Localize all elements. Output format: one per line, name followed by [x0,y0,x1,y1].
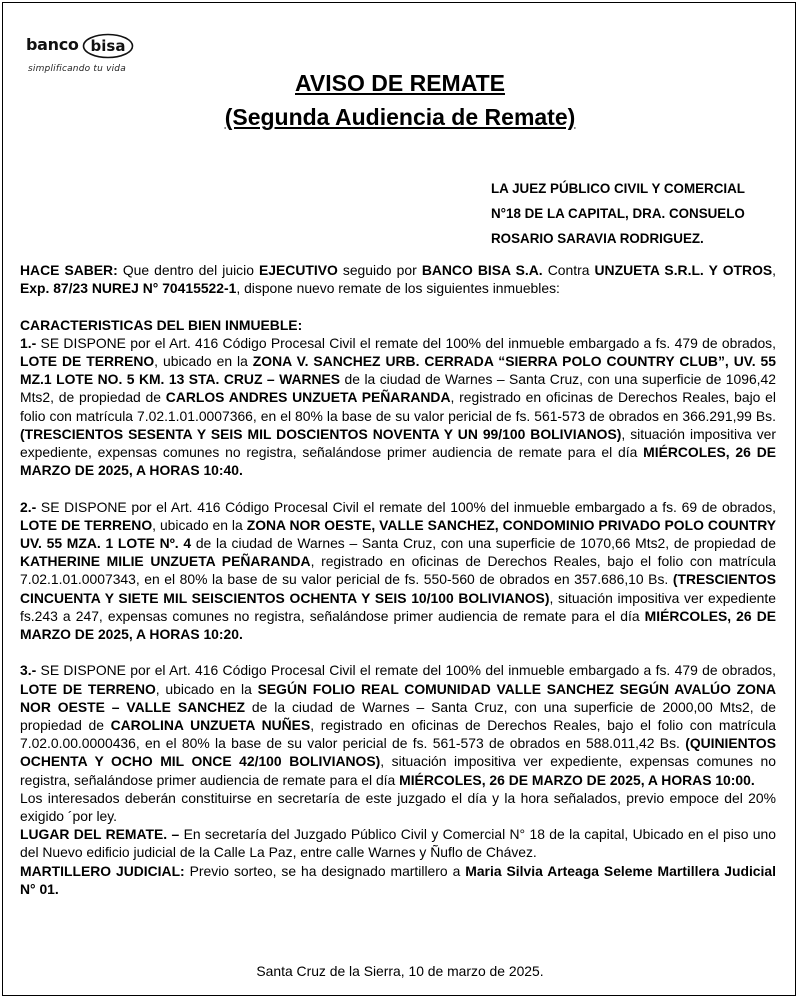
bold-text-run: LOTE DE TERRENO [20,516,153,533]
auctioneer-paragraph [20,862,776,898]
text-run: Contra [542,262,595,278]
text-run: , ubicado en la [152,516,247,533]
bold-text-run: (TRESCIENTOS SESENTA Y SEIS MIL DOSCIENTOS NOVENTA Y UN 99/100 BOLIVIANOS) [20,425,622,442]
bold-text-run: 3.- [20,662,37,679]
logo-brand-text: banco [26,35,79,54]
bold-text-run: MARTILLERO JUDICIAL: [20,862,185,879]
property-item-2 [20,498,776,644]
bold-text-run: CARLOS ANDRES UNZUETA PEÑARANDA [165,389,451,406]
bold-text-run: LUGAR DEL REMATE. – [20,826,180,843]
bold-text-run: Exp. 87/23 NUREJ N° 70415522-1 [20,280,237,297]
text-run: SE DISPONE por el Art. 416 Código Procesal Civil el remate del 100% del inmueble embargado a fs. 479 de obrados, [36,662,776,679]
bold-text-run: LOTE DE TERRENO [20,353,155,369]
intro-paragraph [20,261,776,297]
text-run: , registrado en oficinas de Derechos Reales, bajo el folio con matrícula 7.02.1.01.0007366, en el 80% la base de su valor pericial de fs. 561-573 de obrados en 366.291,99 Bs. [20,389,776,424]
text-run: Que dentro del juicio [117,262,260,278]
bold-text-run: ZONA NOR OESTE, VALLE SANCHEZ, CONDOMINIO PRIVADO POLO COUNTRY UV. 55 MZA. 1 LOTE Nº. 4 [20,516,777,552]
interested-paragraph [20,789,776,825]
auction-place-paragraph [20,825,776,861]
bold-text-run: LOTE DE TERRENO [20,680,156,697]
bold-text-run: MIÉRCOLES, 26 DE MARZO DE 2025, A HORAS 10:00. [399,771,755,788]
text-run: , ubicado en la [154,353,253,369]
text-run: , ubicado en la [155,680,258,697]
bisa-logo-icon [82,33,134,59]
text-run: , registrado en oficinas de Derechos Reales, bajo el folio con matrícula 7.02.1.01.0007343, en el 80% la base de su valor pericial de fs. 550-560 de obrados en 357.686,10 Bs. [20,553,776,588]
text-run: , situación impositiva ver expediente, expensas comunes no registra, señalándose primer audiencia de remate para el día [20,753,776,788]
bold-text-run: KATHERINE MILIE UNZUETA PEÑARANDA [20,553,311,570]
bold-text-run: Maria Silvia Arteaga Seleme Martillera Judicial N° 01. [20,862,776,897]
notice-body [20,261,776,898]
date-place-footer: Santa Cruz de la Sierra, 10 de marzo de 2025. [256,963,544,979]
bold-text-run: UNZUETA S.R.L. Y OTROS [594,262,773,278]
text-run: SE DISPONE por el Art. 416 Código Procesal Civil el remate del 100% del inmueble embargado a fs. 69 de obrados, [36,498,776,515]
section-heading: CARACTERISTICAS DEL BIEN INMUEBLE: [20,316,303,333]
property-item-3 [20,661,776,788]
bold-text-run: EJECUTIVO [259,262,338,278]
bold-text-run: 1.- [20,334,37,351]
text-run: seguido por [337,262,422,278]
property-item-1 [20,334,776,480]
notice-subtitle: (Segunda Audiencia de Remate) [224,104,576,130]
judge-line: LA JUEZ PÚBLICO CIVIL Y COMERCIAL [491,181,745,196]
bold-text-run: SEGÚN FOLIO REAL COMUNIDAD VALLE SANCHEZ SEGÚN AVALÚO ZONA NOR OESTE – VALLE SANCHEZ [20,680,777,715]
bold-text-run: MIÉRCOLES, 26 DE MARZO DE 2025, A HORAS 10:20. [20,607,777,643]
logo-name-text: bisa [90,37,126,55]
bold-text-run: BANCO BISA S.A. [421,262,543,278]
text-run: de la ciudad de Warnes – Santa Cruz, con una superficie de 2000,00 Mts2, de propiedad de [20,698,776,734]
judge-line: N°18 DE LA CAPITAL, DRA. CONSUELO [491,206,745,221]
text-run: SE DISPONE por el Art. 416 Código Procesal Civil el remate del 100% del inmueble embargado a fs. 479 de obrados, [36,334,776,351]
bold-text-run: HACE SABER: [20,262,118,278]
text-run: , [772,262,776,278]
text-run: , registrado en oficinas de Derechos Reales, bajo el folio con matrícula 7.02.0.00.0000436, en el 80% la base de su valor pericial de fs. 561-573 de obrados en 588.011,42 Bs. [20,717,776,752]
notice-title: AVISO DE REMATE [295,70,505,96]
bold-text-run: MIÉRCOLES, 26 DE MARZO DE 2025, A HORAS 10:40. [20,444,776,479]
bold-text-run: (QUINIENTOS OCHENTA Y OCHO MIL ONCE 42/100 BOLIVIANOS) [20,735,776,770]
text-run: , dispone nuevo remate de los siguientes inmuebles: [236,280,560,297]
text-run: de la ciudad de Warnes – Santa Cruz, con una superficie de 1096,42 Mts2, de propiedad de [20,371,776,406]
text-run: Los interesados deberán constituirse en secretaría de este juzgado el día y la hora señalados, previo empoce del 20% exigido ´por ley. [20,789,776,825]
text-run: , situación impositiva ver expediente, expensas comunes no registra, señalándose primer audiencia de remate para el día [20,425,777,461]
text-run: , situación impositiva ver expediente fs.243 a 247, expensas comunes no registra, señalándose primer audiencia de remate para el día [20,589,776,624]
judge-line: ROSARIO SARAVIA RODRIGUEZ. [491,231,704,246]
bold-text-run: (TRESCIENTOS CINCUENTA Y SIETE MIL SEISCIENTOS OCHENTA Y SEIS 10/100 BOLIVIANOS) [20,571,776,606]
logo-tagline: simplificando tu vida [28,64,126,74]
bold-text-run: CAROLINA UNZUETA NUÑES [110,717,311,734]
text-run: En secretaría del Juzgado Público Civil y Comercial N° 18 de la capital, Ubicado en el piso uno del Nuevo edificio judicial de la Calle La Paz, entre calle Warnes y Ñuflo de Chávez. [20,826,776,861]
text-run: Previo sorteo, se ha designado martillero a [184,862,466,879]
bold-text-run: 2.- [20,498,37,515]
judge-block [491,176,781,251]
bold-text-run: ZONA V. SANCHEZ URB. CERRADA “SIERRA POLO COUNTRY CLUB”, UV. 55 MZ.1 LOTE NO. 5 KM. 13 STA. CRUZ – WARNES [20,353,777,388]
text-run: de la ciudad de Warnes – Santa Cruz, con una superficie de 1070,66 Mts2, de propiedad de [191,535,777,552]
